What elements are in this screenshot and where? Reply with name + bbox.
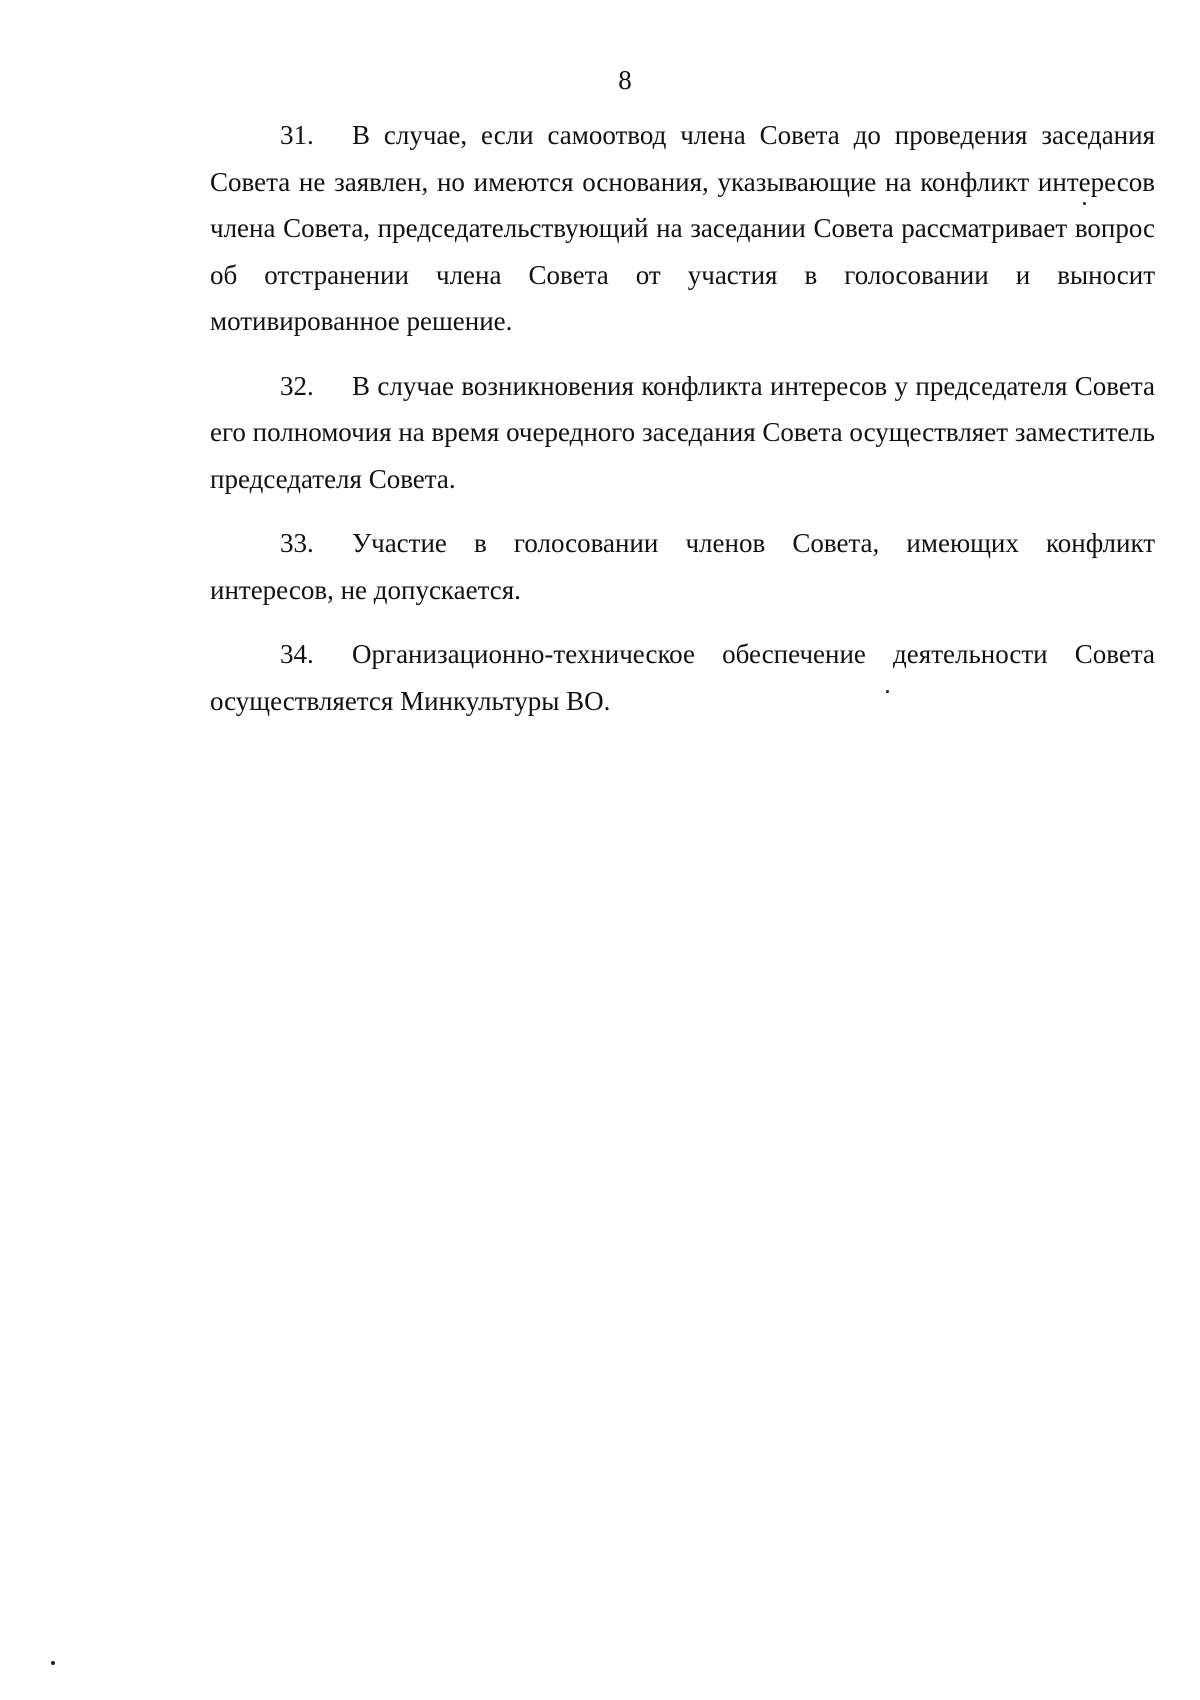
scan-speck [1083,202,1086,205]
clause-33 [210,520,1155,613]
document-body [210,112,1155,742]
scan-speck [886,690,889,693]
clause-text: В случае возникновения конфликта интересов у председателя Совета его полномочия на время очередного заседания Совета осуществляет заместитель председателя Совета. [210,370,1155,494]
clause-34 [210,631,1155,724]
clause-text: Участие в голосовании членов Совета, имеющих конфликт интересов, не допускается. [210,528,1155,605]
clause-number: 33. [280,528,314,558]
clause-32 [210,363,1155,503]
clause-number: 34. [280,639,314,669]
clause-number: 31. [280,120,314,150]
page-number: 8 [618,65,632,95]
clause-31 [210,112,1155,345]
clause-text: В случае, если самоотвод члена Совета до проведения заседания Совета не заявлен, но имеются основания, указывающие на конфликт интересов члена Совета, председательствующий на заседании Совета рассматривает вопрос об отстранении члена Совета от участия в голосовании и выносит мотивированное решение. [210,120,1155,336]
clause-number: 32. [280,370,314,401]
scan-speck [51,1661,55,1665]
clause-text: Организационно-техническое обеспечение деятельности Совета осуществляется Минкультуры ВО. [210,639,1155,716]
